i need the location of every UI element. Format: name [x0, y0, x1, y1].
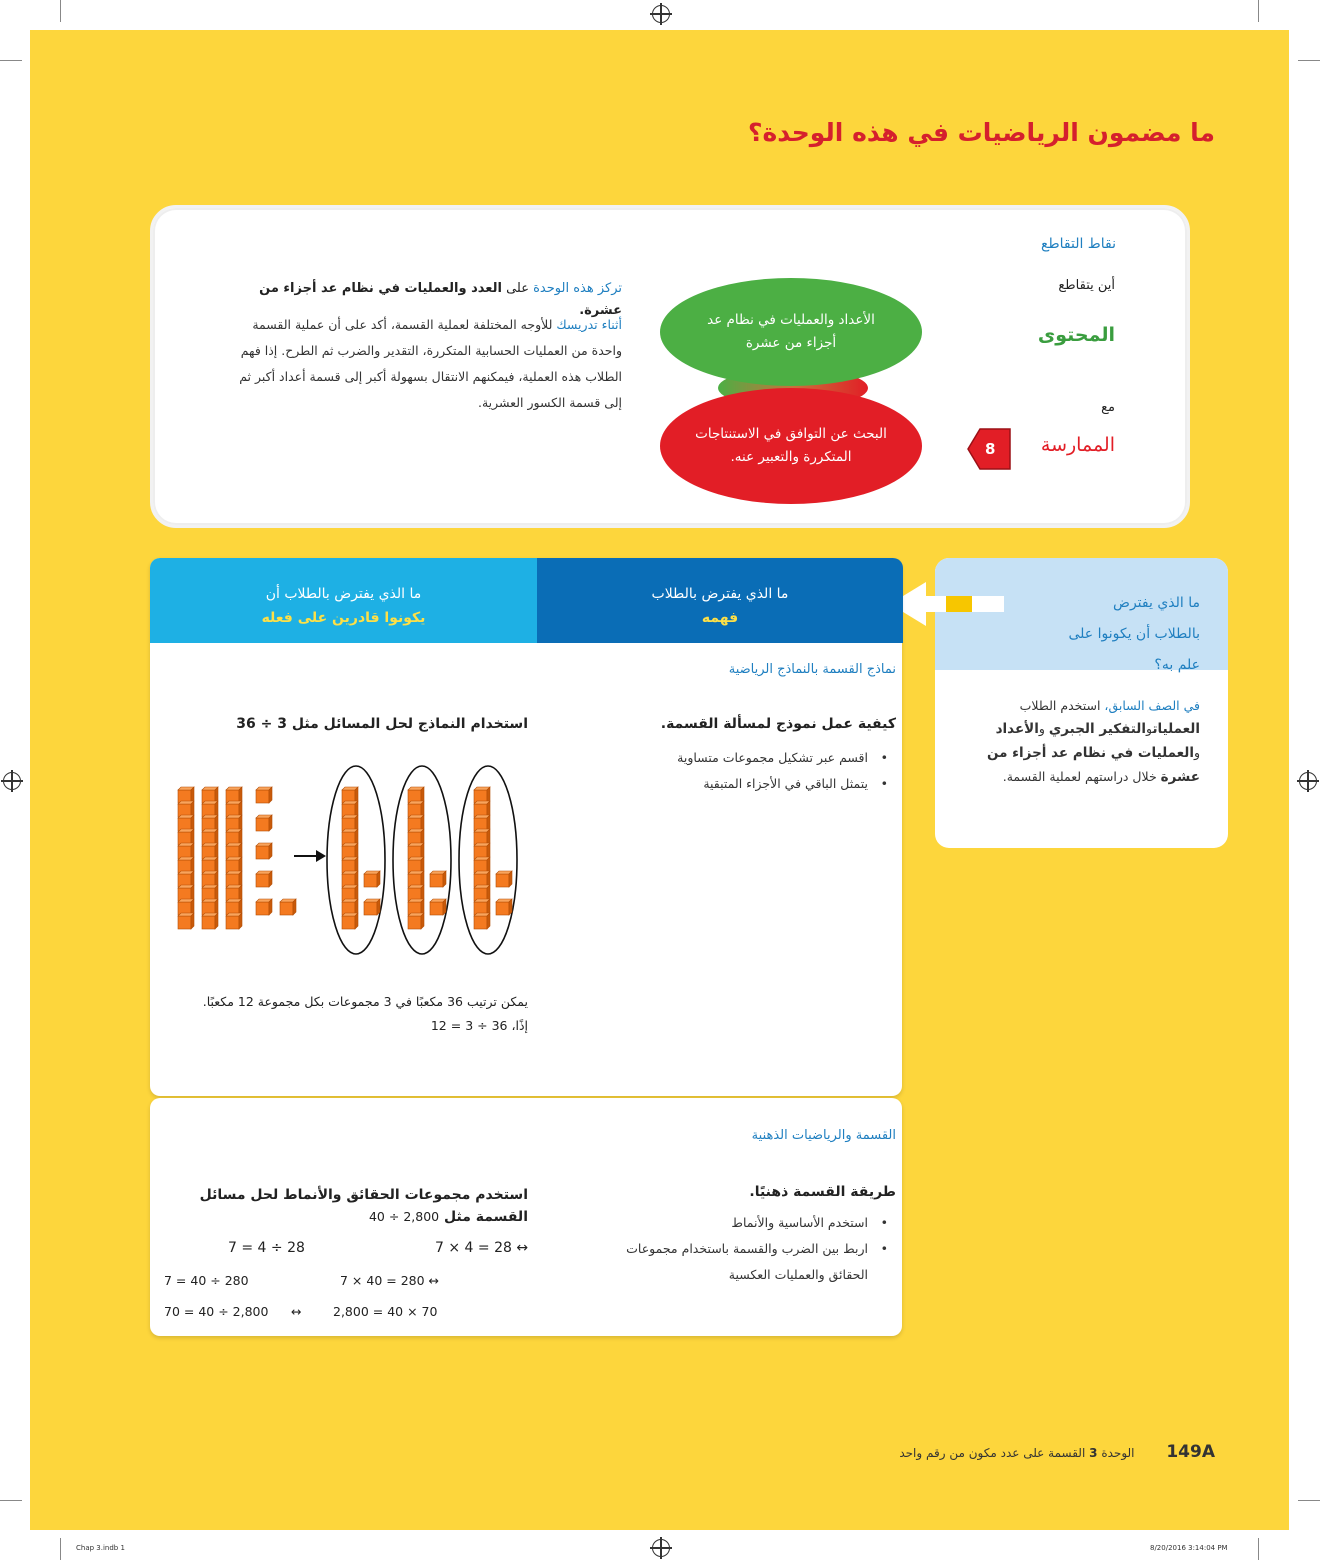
tens-rod [178, 843, 194, 859]
able-line2: يكونوا قادرين على فعله [261, 610, 426, 626]
focus-bold: العدد والعمليات في نظام عد أجزاء من عشرة. [259, 281, 622, 318]
registration-mark-icon [3, 772, 21, 790]
prior-intro2: استخدم الطلاب [1019, 698, 1101, 713]
tens-rod [202, 885, 218, 901]
prior-intro: في الصف السابق، [1104, 698, 1200, 713]
bullet-item: • اربط بين الضرب والقسمة باستخدام مجموعات الحقائق والعمليات العكسية [610, 1236, 890, 1288]
unit-cube [256, 815, 272, 831]
understand-line2: فهمه [701, 610, 739, 626]
registration-mark-icon [652, 5, 670, 23]
tens-rod [226, 815, 242, 831]
eq-row-1-left: 7 = 4 ÷ 28 [228, 1240, 305, 1256]
tens-rod [342, 913, 358, 929]
tens-rod [474, 801, 490, 817]
tens-rod [226, 857, 242, 873]
able-header [150, 558, 537, 643]
tens-rod [226, 829, 242, 845]
registration-mark-icon [652, 1539, 670, 1557]
understand-header [537, 558, 903, 643]
unit-cube [430, 899, 446, 915]
teaching-text: للأوجه المختلفة لعملية القسمة، أكد على أن عملية القسمة واحدة من العمليات الحسابية المتكررة، التقدير والضرب ثم الطرح. إذا فهم الطلاب هذه العملية، فيمكنهم الانتقال بسهولة أكبر إلى قسمة أعداد أكبر ثم إلى قسمة الكسور العشرية. [239, 317, 622, 410]
tens-rod [178, 913, 194, 929]
tens-rod [408, 801, 424, 817]
crop-mark [0, 1500, 22, 1501]
tens-rod [342, 787, 358, 803]
eq-row-3-arrow: ↔ [291, 1304, 302, 1319]
arrow-left-icon [888, 580, 1006, 628]
tens-rod [408, 871, 424, 887]
tens-rod [408, 899, 424, 915]
section2-left-example: 2,800 ÷ 40 [368, 1209, 440, 1224]
tens-rod [474, 787, 490, 803]
with-label: مع [1101, 400, 1115, 415]
tens-rod [226, 899, 242, 915]
eq-row-2-right: 7 × 40 = 280 ↔ [340, 1273, 440, 1288]
practice-label: الممارسة [1040, 434, 1115, 456]
bullet-item: • استخدم الأساسية والأنماط [610, 1210, 890, 1236]
tens-rod [202, 871, 218, 887]
tens-rod [408, 829, 424, 845]
unit-cube [256, 787, 272, 803]
prior-and3: و [1193, 745, 1200, 760]
unit-title: القسمة على عدد مكون من رقم واحد [899, 1446, 1086, 1460]
section2-left-title [198, 1184, 528, 1228]
practice-ellipse [660, 388, 922, 504]
division-model-figure [170, 760, 530, 960]
tens-rod [202, 843, 218, 859]
tens-rod [408, 843, 424, 859]
content-label: المحتوى [1037, 324, 1115, 346]
tens-rod [226, 801, 242, 817]
tens-rod [178, 899, 194, 915]
prior-bold3: الأعداد [995, 721, 1039, 737]
section2-left-title-2: القسمة مثل [443, 1209, 528, 1225]
crop-mark [1298, 1500, 1320, 1501]
section2-heading: القسمة والرياضيات الذهنية [751, 1128, 896, 1143]
tens-rod [342, 871, 358, 887]
section2-right-title: طريقة القسمة ذهنيًا. [749, 1184, 896, 1200]
prior-bold4: العمليات في نظام عد أجزاء من عشرة [986, 745, 1200, 785]
tens-rod [226, 913, 242, 929]
prior-text [960, 694, 1200, 789]
tens-rod [474, 815, 490, 831]
practice-number: 8 [985, 440, 996, 458]
eq-row-3-left: 70 = 40 ÷ 2,800 [164, 1304, 269, 1319]
where-label: أين يتقاطع [1058, 278, 1115, 293]
registration-mark-icon [1299, 772, 1317, 790]
page-number: 149A [1166, 1442, 1215, 1462]
tens-rod [202, 913, 218, 929]
teaching-prefix: أثناء تدريسك [556, 317, 622, 332]
tens-rod [178, 857, 194, 873]
prior-bold1: العمليات [1152, 721, 1200, 737]
slug-file: Chap 3.indb 1 [76, 1544, 125, 1552]
bullet-item: • يتمثل الباقي في الأجزاء المتبقية [590, 771, 890, 797]
tens-rod [202, 857, 218, 873]
focus-prefix: تركز هذه الوحدة [533, 281, 622, 296]
tens-rod [202, 801, 218, 817]
tens-rod [178, 871, 194, 887]
content-ellipse-text: الأعداد والعمليات في نظام عد أجزاء من عشرة [707, 312, 875, 351]
crop-mark [1258, 0, 1259, 22]
tens-rod [474, 885, 490, 901]
tens-rod [474, 899, 490, 915]
crop-mark [1298, 60, 1320, 61]
tens-rod [226, 885, 242, 901]
content-ellipse [660, 278, 922, 386]
unit-cube [256, 899, 272, 915]
tens-rod [474, 857, 490, 873]
tens-rod [474, 871, 490, 887]
unit-label: الوحدة [1101, 1446, 1135, 1460]
unit-cube [364, 899, 380, 915]
prior-and2: و [1038, 721, 1045, 736]
prior-bold2: التفكير الجبري [1048, 721, 1146, 737]
unit-cube [280, 899, 296, 915]
prior-question: ما الذي يفترض بالطلاب أن يكونوا على علم به؟ [1068, 595, 1200, 673]
unit-cube [430, 871, 446, 887]
tens-rod [474, 829, 490, 845]
prior-and1: و [1146, 721, 1153, 736]
unit-cube [364, 871, 380, 887]
tens-rod [342, 801, 358, 817]
tens-rod [408, 913, 424, 929]
tens-rod [202, 899, 218, 915]
page-title: ما مضمون الرياضيات في هذه الوحدة؟ [748, 118, 1215, 147]
tens-rod [202, 787, 218, 803]
page-footer [899, 1442, 1215, 1462]
tens-rod [226, 843, 242, 859]
section1-right-title: كيفية عمل نموذج لمسألة القسمة. [660, 716, 896, 732]
tens-rod [342, 815, 358, 831]
tens-rod [408, 857, 424, 873]
arrow-right-icon [316, 850, 326, 862]
tens-rod [178, 787, 194, 803]
crop-mark [60, 0, 61, 22]
tens-rod [178, 829, 194, 845]
section1-bullets [590, 745, 890, 797]
teaching-paragraph [222, 312, 622, 416]
tens-rod [342, 843, 358, 859]
unit-number: 3 [1089, 1446, 1098, 1460]
prior-tail: خلال دراستهم لعملية القسمة. [1002, 769, 1157, 784]
crop-mark [0, 60, 22, 61]
tens-rod [342, 885, 358, 901]
eq-row-3-right: 2,800 = 40 × 70 [333, 1304, 438, 1319]
tens-rod [178, 801, 194, 817]
tens-rod [178, 885, 194, 901]
understand-line1: ما الذي يفترض بالطلاب [651, 586, 789, 602]
tens-rod [408, 885, 424, 901]
section1-caption1: يمكن ترتيب 36 مكعبًا في 3 مجموعات بكل مجموعة 12 مكعبًا. [202, 994, 528, 1009]
unit-cube [496, 871, 512, 887]
slug-date: 8/20/2016 3:14:04 PM [1150, 1544, 1228, 1552]
tens-rod [474, 843, 490, 859]
eq-row-2-left: 7 = 40 ÷ 280 [164, 1273, 249, 1288]
section2-left-title-1: استخدم مجموعات الحقائق والأنماط لحل مسائل [199, 1187, 528, 1203]
tens-rod [178, 815, 194, 831]
section1-left-title: استخدام النماذج لحل المسائل مثل 3 ÷ 36 [236, 716, 528, 732]
section1-heading: نماذج القسمة بالنماذج الرياضية [728, 662, 896, 677]
tens-rod [202, 815, 218, 831]
crop-mark [1258, 1538, 1259, 1560]
bullet-item: • اقسم عبر تشكيل مجموعات متساوية [590, 745, 890, 771]
unit-cube [256, 871, 272, 887]
section1-caption2: إذًا، 36 ÷ 3 = 12 [430, 1018, 528, 1033]
crop-mark [60, 1538, 61, 1560]
tens-rod [408, 815, 424, 831]
section2-bullets [610, 1210, 890, 1288]
tens-rod [226, 787, 242, 803]
practice-ellipse-text: البحث عن التوافق في الاستنتاجات المتكررة والتعبير عنه. [695, 426, 887, 465]
intersections-heading: نقاط التقاطع [1041, 236, 1116, 252]
able-line1: ما الذي يفترض بالطلاب أن [265, 586, 422, 602]
tens-rod [226, 871, 242, 887]
unit-cube [256, 843, 272, 859]
tens-rod [342, 829, 358, 845]
tens-rod [474, 913, 490, 929]
tens-rod [342, 857, 358, 873]
focus-on: على [506, 281, 529, 296]
unit-cube [496, 899, 512, 915]
tens-rod [342, 899, 358, 915]
tens-rod [408, 787, 424, 803]
tens-rod [202, 829, 218, 845]
eq-row-1-right: 7 × 4 = 28 ↔ [435, 1240, 529, 1256]
